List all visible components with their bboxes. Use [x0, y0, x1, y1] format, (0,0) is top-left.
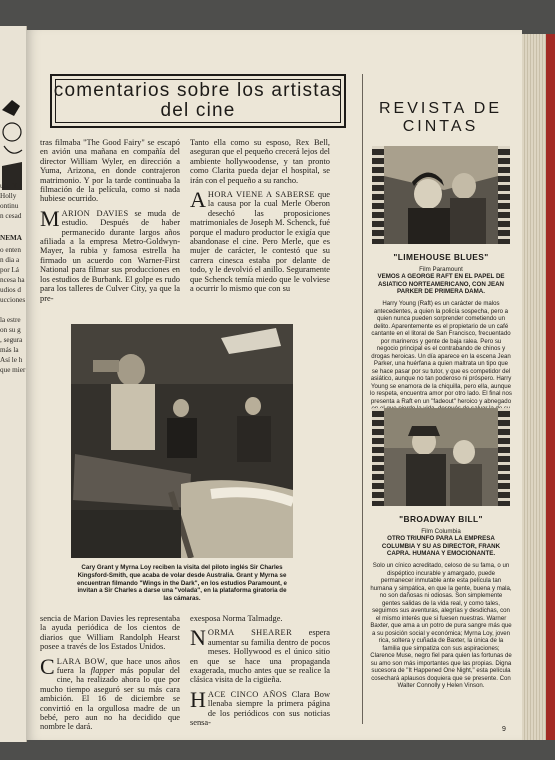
paragraph-text: espera aumentar su familia dentro de pocos meses. Hollywood es el único sitio en que se hace una propaganda exagerada, mucho antes que se realice la clásica visita de la cigüeña. — [190, 628, 330, 685]
paragraph-merle-oberon — [190, 187, 331, 294]
lead-in: ORMA SHEARER — [207, 628, 293, 638]
paragraph-norma-talmadge: exesposa Norma Talmadge. — [190, 614, 283, 623]
review-title-broadway-bill: "BROADWAY BILL" — [399, 514, 483, 524]
paragraph-hearst: sencia de Marion Davies les representaba la ayuda periódica de los cientos de diarios que William Randolph Hearst posee a través de los Estados Unidos. — [40, 614, 180, 652]
left-fragment: la estre — [0, 316, 21, 324]
photo-illustration — [71, 324, 293, 558]
film-sprocket — [498, 146, 510, 244]
left-page-edge — [0, 26, 27, 742]
left-fragment: n dia a — [0, 256, 20, 264]
column-divider — [362, 74, 363, 724]
column-mid-bottom — [190, 614, 330, 732]
left-fragment: ncesa ha — [0, 276, 25, 284]
lead-in: ACE CINCO AÑOS — [207, 689, 288, 699]
left-fragment: Holly — [0, 192, 17, 200]
film-sprocket — [372, 408, 384, 506]
column-left-top — [40, 138, 180, 308]
headline-box — [50, 74, 346, 128]
left-fragment: que mier — [0, 366, 26, 374]
drop-cap: N — [190, 625, 206, 651]
paragraph-marion-davies — [40, 205, 180, 303]
column-left-bottom — [40, 614, 180, 737]
paragraph-text: Clara Bow llenaba siempre la primera página de los periódicos con sus noticias sensa- — [190, 689, 330, 728]
left-fragment: más la — [0, 346, 19, 354]
still-illustration — [384, 408, 498, 506]
film-still-broadway-bill — [372, 408, 510, 506]
news-photo — [71, 324, 293, 558]
drop-cap: A — [190, 187, 206, 213]
film-sprocket — [372, 146, 384, 244]
photo-caption: Cary Grant y Myrna Loy reciben la visita del piloto inglés Sir Charles Kingsford-Smith, que acaba de volar desde Australia. Grant y Myrna se encuentran filmando "Wings in the Dark", en los estudios Paramount, e invitan a Sir Charles a darse una "volada", en la plataforma giratoria de las cámaras. — [76, 564, 288, 603]
review-summary: VEMOS A GEORGE RAFT EN EL PAPEL DE ASIATICO NORTEAMERICANO, CON JEAN PARKER DE PRIMERA DAMA. — [377, 273, 505, 296]
paragraph-text: que la causa por la cual Merle Oberon desechó las proposiciones matrimoniales de Joseph M. Schenck, fué porque el maduro productor le exigía que abandonase el cine. Pero Merle, que es mujer de carácter, le contestó que su carrera cinesca estaba por delante de todo, y le devolvió el anillo. Seguramente que Schenck temía miedo que le volviese a ocurrir lo mismo que con su — [190, 190, 331, 294]
left-fragment: por Lá — [0, 266, 19, 274]
paragraph-text: se muda de estudio. Después de haber permanecido durante largos años afiliada a la empresa Metro-Goldwyn-Mayer, la rubia y famosa estrella ha firmado un acuerdo con Warner-First National para filmar sus producciones en los estudios de Burbank. El golpe es rudo para los talleres de Culver City, ya que la pre- — [40, 208, 180, 303]
left-fragment: Así le h — [0, 356, 23, 364]
left-page-illustration — [0, 66, 24, 196]
lead-in: LARA BOW — [56, 656, 106, 666]
left-fragment: on su g — [0, 326, 21, 334]
left-fragment: ula. Y — [0, 182, 18, 190]
lead-in: ARION DAVIES — [61, 208, 129, 218]
still-illustration — [384, 146, 498, 244]
review-studio: Film Columbia — [421, 528, 461, 535]
magazine-page — [26, 30, 522, 740]
drop-cap: H — [190, 686, 206, 712]
left-fragment: n cesad — [0, 212, 22, 220]
left-fragment: o enten — [0, 246, 21, 254]
review-title-limehouse: "LIMEHOUSE BLUES" — [393, 252, 489, 262]
column-mid-top — [190, 138, 330, 299]
book-page-stack — [522, 34, 555, 740]
review-body-limehouse: Harry Young (Raft) es un carácter de malos antecedentes, a quien la policía sospecha, pero a quien nunca pueden sorprender cometiendo un delito. Aparentemente es el propietario de un café cantante en el litoral de San Francisco, frecuentado por marineros y gente de baja ralea. Pero su negocio principal es el contrabando de chinos y drogas heroicas. Un día aparece en la escena Jean Parker, una huérfana a quien maltrata un tipo que se hace pasar por su tutor, y que es competidor del asiático, aunque no tan poderoso ni próspero. Harry Young se enamora de la chiquilla, pero ella, aunque lo respeta, encuentra amor por otro lado. El final nos presenta a Raft en un "fadeout" heroico y abnegado — [370, 300, 512, 405]
left-fragment: udios d — [0, 286, 21, 294]
italic-word: flapper — [90, 666, 115, 676]
paragraph-text: , que hace unos años fuera la — [56, 656, 181, 676]
left-fragment: ontinu — [0, 202, 19, 210]
review-summary: OTRO TRIUNFO PARA LA EMPRESA COLUMBIA Y SU AS DIRECTOR, FRANK CAPRA. HUMANA Y EMOCIONANTE. — [381, 535, 501, 558]
page-headline: comentarios sobre los artistas del cine — [53, 80, 343, 121]
section-heading: REVISTA DE CINTAS — [378, 100, 503, 135]
review-body-broadway-bill: Solo un cínico acreditado, celoso de su fama, o un dispéptico incurable y amargado, puede permanecer inmutable ante esta película tan humana y simpática, en que la gente, buena y mala, no son dañosas ni odiosas. Son simplemente gentes salidas de la vida real, y como tales, seguimos sus aventuras, alegrías y desdichas, con el mismo interés que si fuesen nuestras. Warner Baxter, que ama a un potro de pura sangre más que a su posición social y económica; Myrna Loy, joven rica, soltera y cuñada de Baxter, la única de la familia que simpatiza con sus aspiraciones; Clarence Muse, negro fiel para quien las fortunas de su amo son más importantes que las propias. Digna sucesora de "It Happened One Night," esta película cosechará aplausos doquiera que se presente. Con Walter Connolly y Helen Vinson. — [370, 562, 512, 689]
review-subtitle-broadway-bill — [370, 528, 512, 558]
left-fragment: , segura — [0, 336, 23, 344]
paragraph-clara-bow — [40, 653, 181, 732]
film-sprocket — [498, 408, 510, 506]
left-fragment: ucciones — [0, 296, 26, 304]
paragraph-text: más popular del cine, ha realizado ahora lo que por mucho tiempo aseguró ser su más cara ambición. El 16 de diciembre se convirtió en la orgullosa madre de un bebé, pero aun no ha decidido que nombre le dará. — [40, 666, 180, 732]
drop-cap: M — [40, 205, 60, 231]
lead-in: HORA VIENE A SABERSE — [207, 190, 315, 200]
paragraph-clara-news — [190, 686, 330, 728]
page-number: 9 — [502, 726, 506, 733]
paragraph-norma-shearer — [190, 625, 330, 685]
paragraph-clarita: Tanto ella como su esposo, Rex Bell, aseguran que el pequeño crecerá lejos del ambiente hollywoodense, y tan pronto como Clarita pueda dejar el hospital, se irán con el pequeño a su rancho. — [190, 138, 330, 185]
paragraph-wyler: tras filmaba "The Good Fairy" se escapó en avión una mañana en compañía del director William Wyler, en dirección a Yuma, Arizona, en donde contrajeron matrimonio. Y por la tarde continuaba la filmación de la película, como si nada hubiese ocurrido. — [40, 138, 180, 204]
drop-cap: C — [40, 653, 55, 679]
film-still-limehouse — [372, 146, 510, 244]
left-fragment: NEMA — [0, 234, 22, 242]
review-subtitle-limehouse — [370, 266, 512, 296]
review-studio: Film Paramount — [419, 266, 463, 273]
